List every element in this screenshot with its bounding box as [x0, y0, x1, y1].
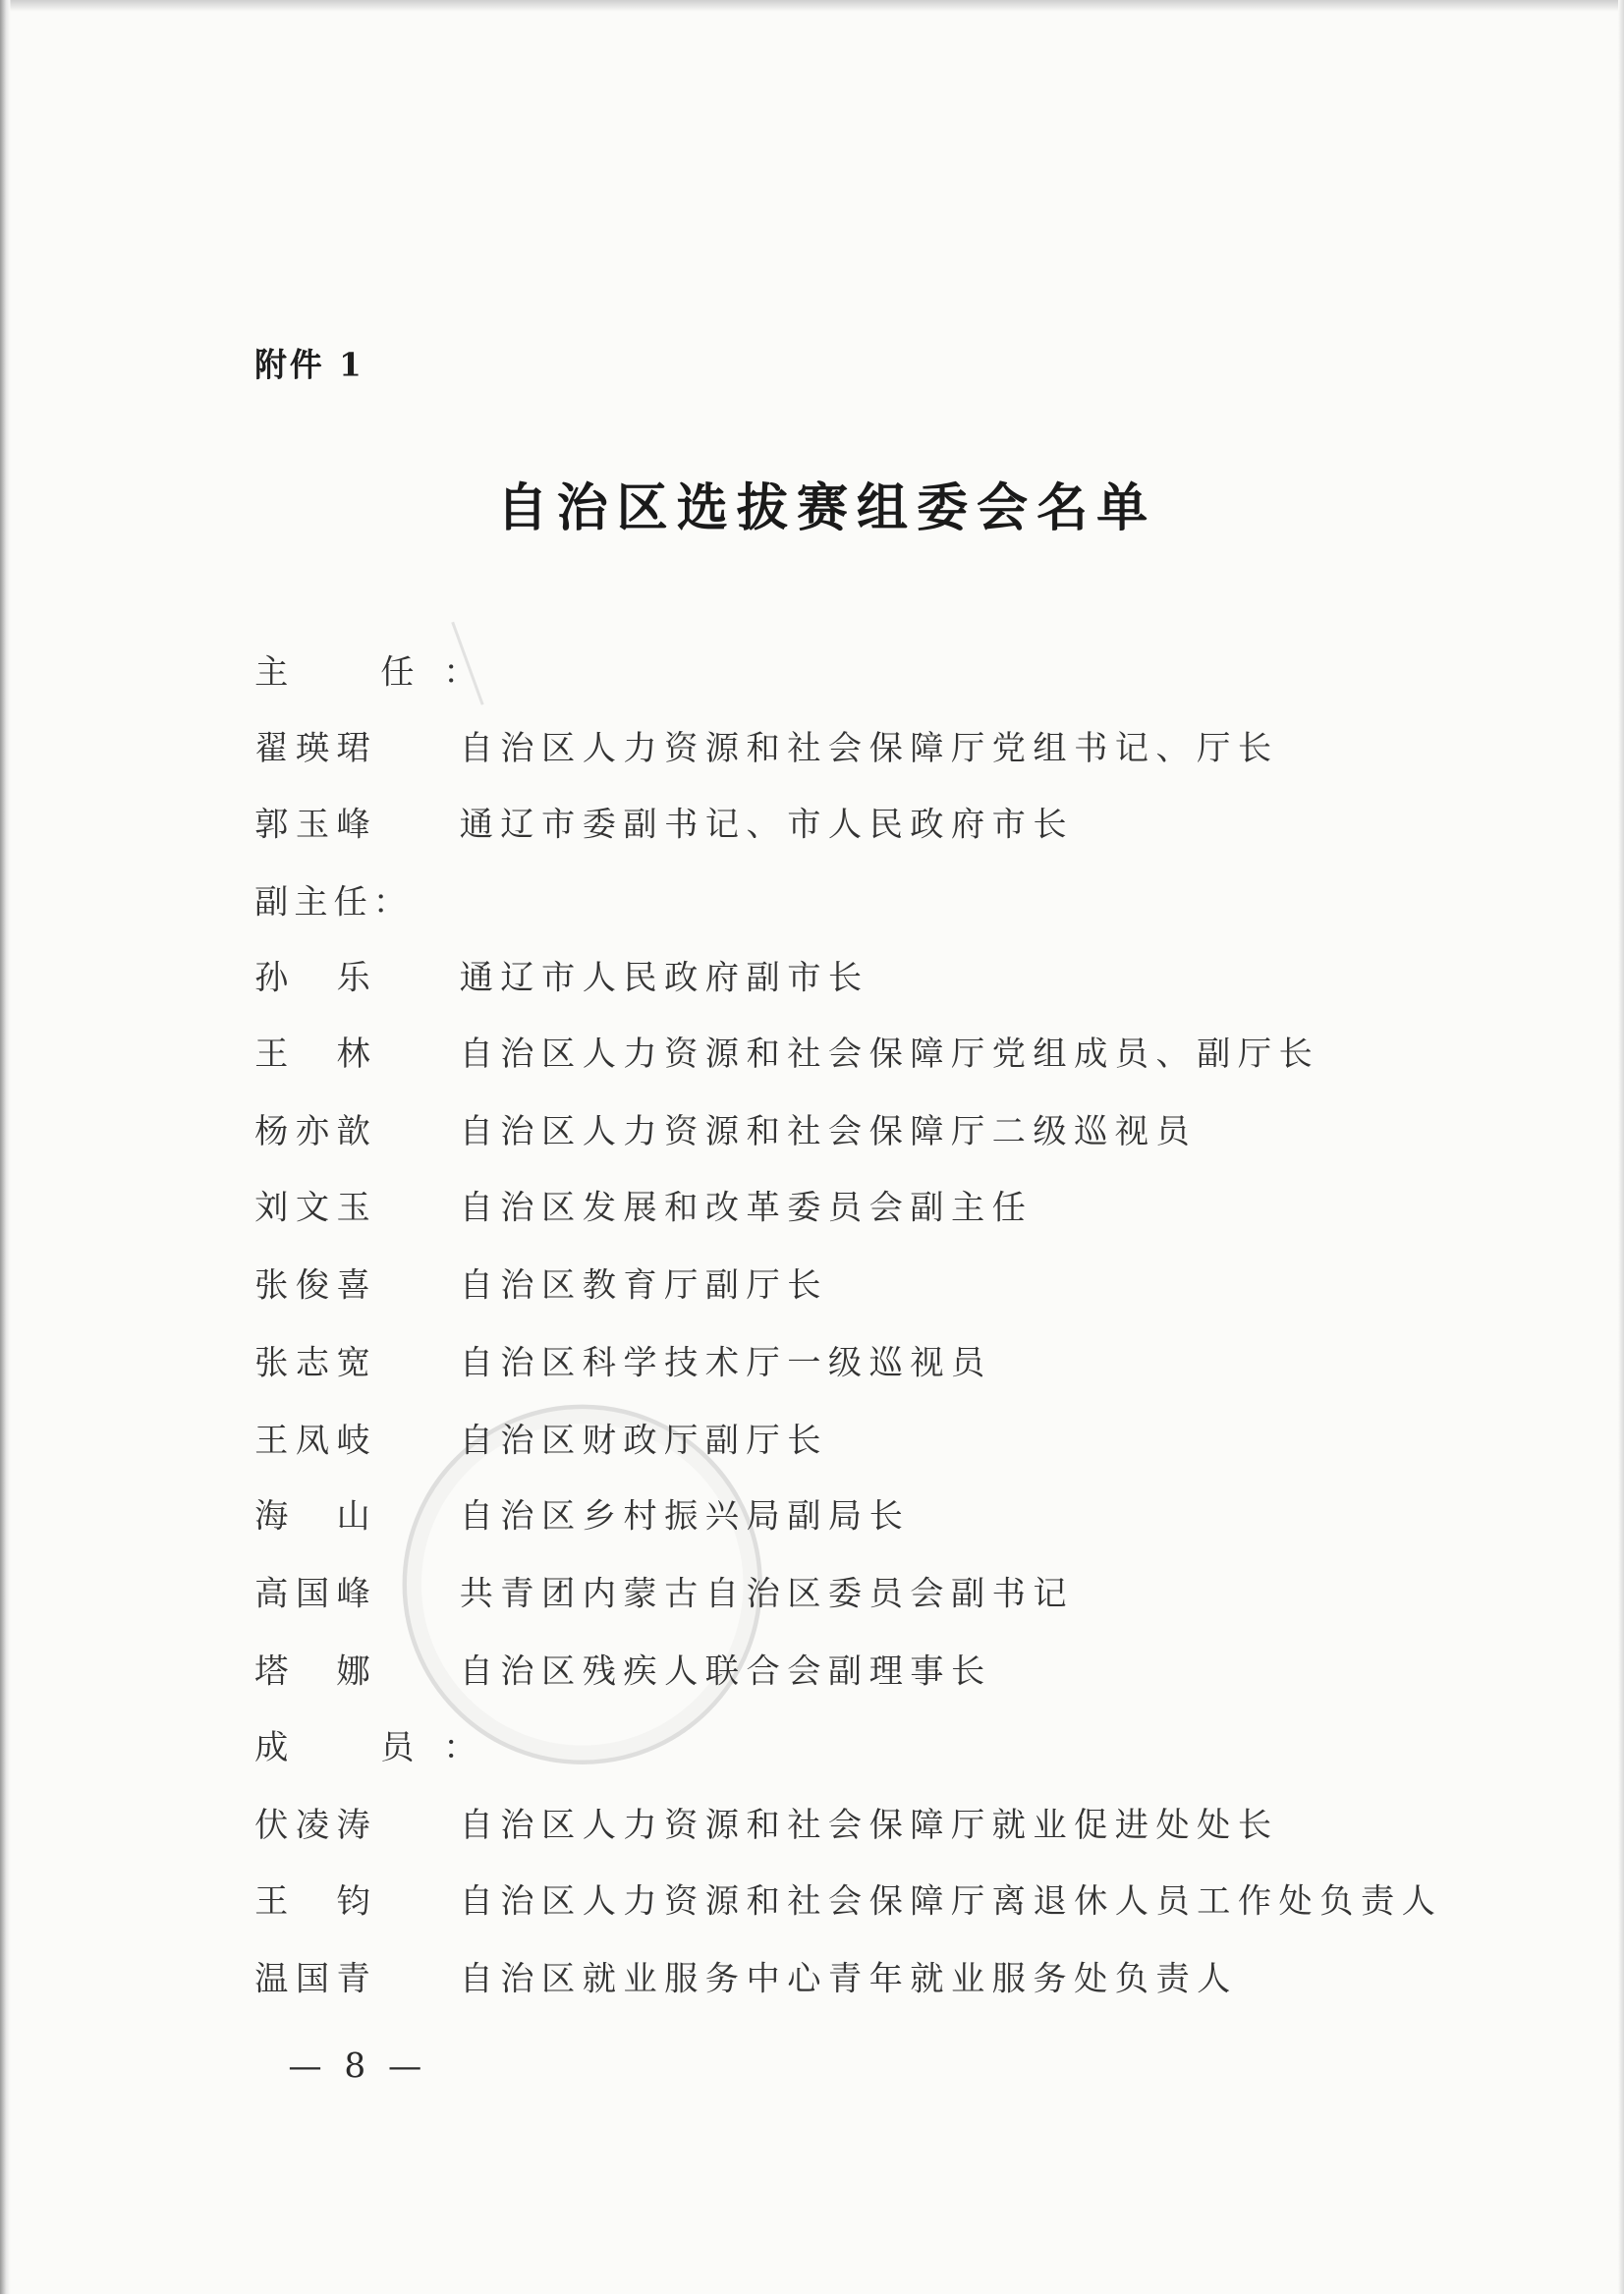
list-item [254, 1797, 1278, 1856]
member-role: 自治区人力资源和社会保障厅就业促进处处长 [459, 1807, 1279, 1845]
member-name: 郭玉峰 [254, 806, 378, 845]
member-name: 翟瑛珺 [254, 730, 378, 768]
member-role: 自治区人力资源和社会保障厅党组书记、厅长 [459, 730, 1279, 768]
section-heading-deputy [254, 873, 413, 932]
page-number: — 8 — [288, 2047, 428, 2087]
list-item [254, 1950, 1238, 2009]
member-name: 温国青 [254, 1960, 378, 1999]
section-heading-director [254, 644, 506, 702]
member-name: 张俊喜 [254, 1266, 378, 1306]
list-item [254, 1488, 910, 1547]
member-role: 自治区科学技术厅一级巡视员 [459, 1344, 992, 1383]
list-item [254, 1026, 1319, 1085]
member-role: 自治区人力资源和社会保障厅党组成员、副厅长 [459, 1036, 1320, 1075]
section-heading-members [254, 1719, 506, 1778]
member-role: 通辽市委副书记、市人民政府市长 [459, 806, 1075, 845]
member-role: 自治区教育厅副厅长 [459, 1266, 828, 1306]
list-item [254, 1179, 1033, 1238]
member-role: 自治区乡村振兴局副局长 [459, 1497, 911, 1537]
member-role: 自治区财政厅副厅长 [459, 1422, 828, 1461]
member-name: 孙乐 [254, 959, 419, 998]
scan-edge-right [1618, 0, 1624, 2294]
list-item [254, 1412, 828, 1471]
list-item [254, 1873, 1442, 1931]
member-name: 伏凌涛 [254, 1807, 378, 1845]
attachment-label: 附件 1 [254, 346, 364, 385]
member-role: 自治区人力资源和社会保障厅离退休人员工作处负责人 [459, 1882, 1443, 1922]
member-name: 刘文玉 [254, 1189, 378, 1228]
member-role: 通辽市人民政府副市长 [459, 959, 869, 998]
member-role: 自治区就业服务中心青年就业服务处负责人 [459, 1960, 1238, 1999]
section-heading-label: 主 任： [254, 653, 507, 693]
list-item [254, 1565, 1074, 1624]
list-item [254, 949, 868, 1008]
list-item [254, 796, 1074, 855]
member-role: 自治区残疾人联合会副理事长 [459, 1652, 992, 1692]
member-name: 王钧 [254, 1882, 419, 1922]
member-name: 王林 [254, 1036, 419, 1075]
list-item [254, 1334, 992, 1393]
member-name: 张志宽 [254, 1344, 378, 1383]
scan-edge-left [0, 0, 10, 2294]
scan-edge-top [0, 0, 1624, 12]
section-heading-label: 成 员： [254, 1729, 507, 1767]
member-name: 高国峰 [254, 1575, 378, 1614]
document-title: 自治区选拔赛组委会名单 [496, 477, 1157, 539]
member-role: 共青团内蒙古自治区委员会副书记 [459, 1575, 1075, 1614]
list-item [254, 1643, 992, 1702]
list-item [254, 720, 1278, 779]
member-name: 海山 [254, 1497, 419, 1537]
list-item [254, 1103, 1197, 1162]
member-role: 自治区发展和改革委员会副主任 [459, 1189, 1034, 1228]
member-name: 杨亦歆 [254, 1113, 378, 1152]
member-name: 塔娜 [254, 1652, 419, 1692]
list-item [254, 1257, 828, 1315]
section-heading-label: 副主任： [254, 883, 413, 923]
member-role: 自治区人力资源和社会保障厅二级巡视员 [459, 1113, 1198, 1152]
member-name: 王凤岐 [254, 1422, 378, 1461]
